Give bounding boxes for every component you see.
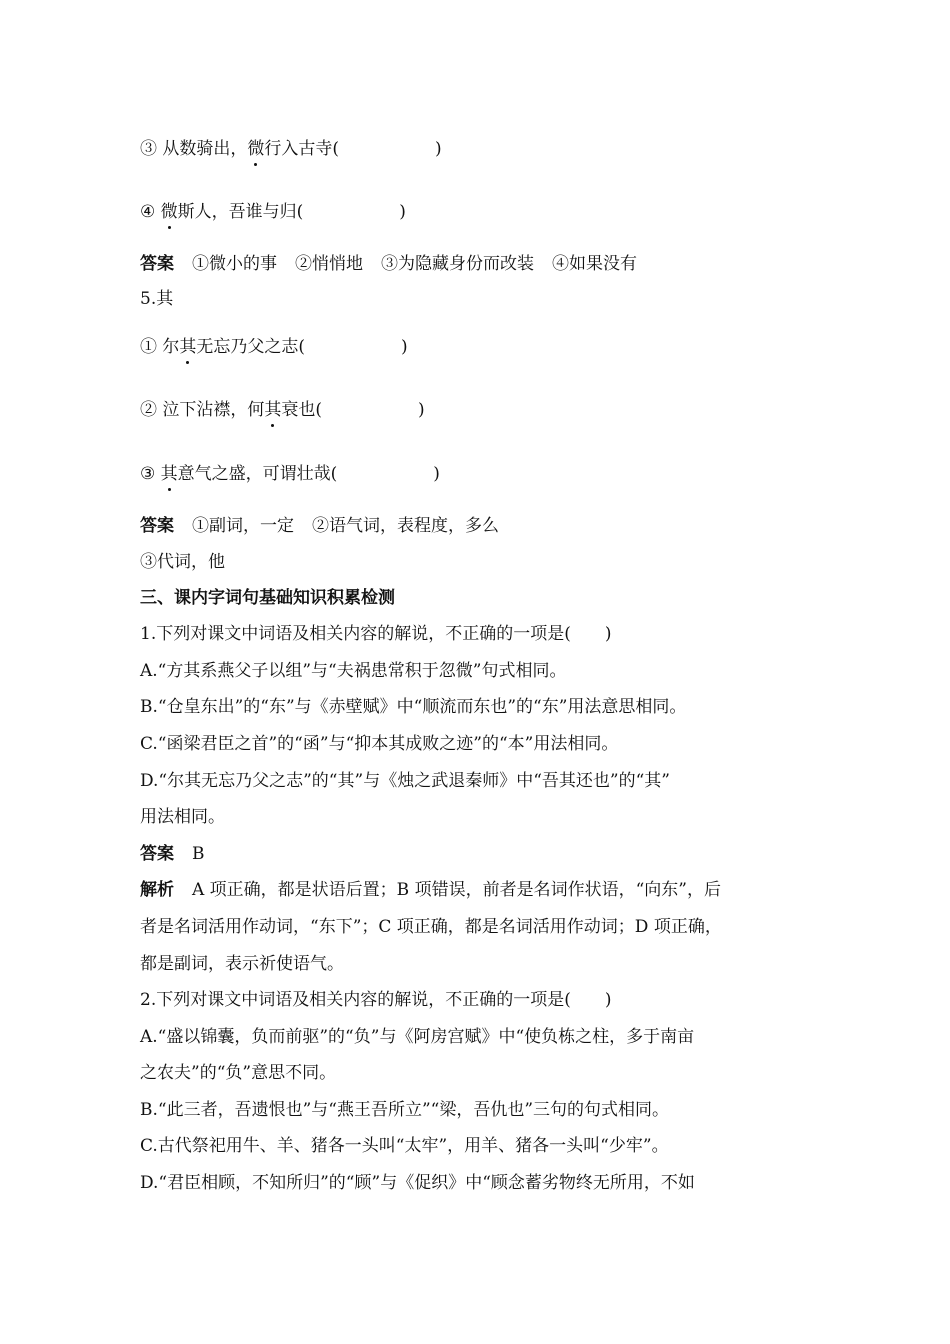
option-c: C.古代祭祀用牛、羊、猪各一头叫“太牢”，用羊、猪各一头叫“少牢”。 xyxy=(140,1136,669,1156)
option-a: A.“盛以锦囊，负而前驱”的“负”与《阿房宫赋》中“使负栋之柱，多于南亩 xyxy=(140,1027,695,1047)
question-item: ① 尔其无忘乃父之志( ) xyxy=(140,337,408,357)
option-c: C.“函梁君臣之首”的“函”与“抑本其成败之迹”的“本”用法相同。 xyxy=(140,734,619,754)
option-b: B.“此三者，吾遗恨也”与“燕王吾所立”“梁，吾仇也”三句的句式相同。 xyxy=(140,1100,670,1120)
section-title: 5.其 xyxy=(140,289,174,309)
question-item: ④ 微斯人，吾谁与归( ) xyxy=(140,202,406,222)
question-item: ③ 从数骑出，微行入古寺( ) xyxy=(140,139,442,159)
section-heading: 三、课内字词句基础知识积累检测 xyxy=(140,588,395,608)
option-a: A.“方其系燕父子以组”与“夫祸患常积于忽微”句式相同。 xyxy=(140,661,567,681)
answer-line xyxy=(140,842,820,866)
analysis-line: 解析 A 项正确，都是状语后置；B 项错误，前者是名词作状语，“向东”，后 xyxy=(140,880,721,900)
emphasis-dot-char: 微 xyxy=(160,202,178,222)
emphasis-dot-char: 其 xyxy=(179,337,197,357)
question-stem: 2.下列对课文中词语及相关内容的解说，不正确的一项是( ) xyxy=(140,990,612,1010)
answer-label: 答案 xyxy=(140,254,174,274)
option-d: D.“君臣相顾，不知所归”的“顾”与《促织》中“顾念蓄劣物终无所用，不如 xyxy=(140,1173,695,1193)
analysis-line: 者是名词活用作动词，“东下”；C 项正确，都是名词活用作动词；D 项正确， xyxy=(140,917,722,937)
analysis-line: 都是副词，表示祈使语气。 xyxy=(140,954,344,974)
answer-line: ③代词，他 xyxy=(140,552,225,572)
question-item: ② 泣下沾襟，何其衰也( ) xyxy=(140,400,425,420)
option-a-cont: 之农夫”的“负”意思不同。 xyxy=(140,1063,337,1083)
emphasis-dot-char: 微 xyxy=(247,139,265,159)
answer-label: 答案 xyxy=(140,844,174,864)
option-d: D.“尔其无忘乃父之志”的“其”与《烛之武退秦师》中“吾其还也”的“其” xyxy=(140,771,670,791)
emphasis-dot-char: 其 xyxy=(264,400,282,420)
option-d-cont: 用法相同。 xyxy=(140,807,225,827)
question-item: ③ 其意气之盛，可谓壮哉( ) xyxy=(140,464,440,484)
answer-value: B xyxy=(192,844,205,864)
option-b: B.“仓皇东出”的“东”与《赤壁赋》中“顺流而东也”的“东”用法意思相同。 xyxy=(140,697,687,717)
analysis-label: 解析 xyxy=(140,880,174,900)
answer-label: 答案 xyxy=(140,516,174,536)
emphasis-dot-char: 其 xyxy=(160,464,178,484)
question-stem: 1.下列对课文中词语及相关内容的解说，不正确的一项是( ) xyxy=(140,624,612,644)
answer-line: 答案 ①副词，一定 ②语气词，表程度，多么 xyxy=(140,516,499,536)
answer-line: 答案 ①微小的事 ②悄悄地 ③为隐藏身份而改装 ④如果没有 xyxy=(140,254,637,274)
